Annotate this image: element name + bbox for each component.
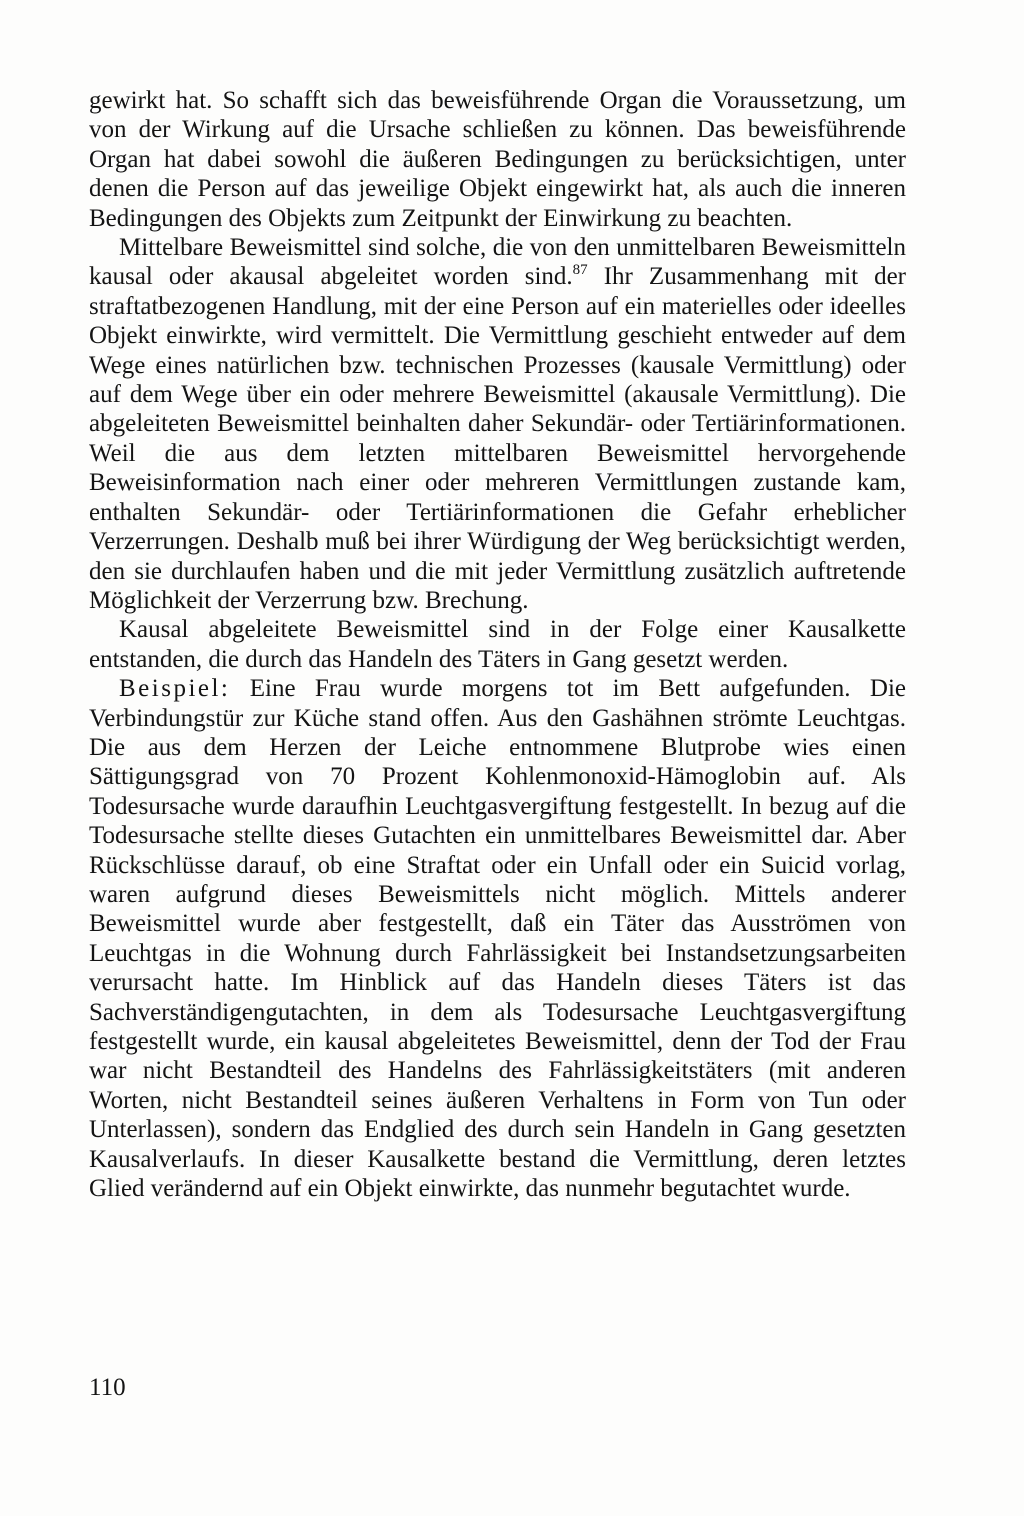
paragraph-2-text-a: Mittelbare Beweismittel sind solche, die von den unmittelbaren Beweismitteln kausal oder akausal abgeleitet worden sind. bbox=[89, 234, 906, 291]
paragraph-4-text: Eine Frau wurde morgens tot im Bett aufgefunden. Die Verbindungstür zur Küche stand offen. Aus den Gashähnen strömte Leuchtgas. Die aus dem Herzen der Leiche entnommene Blutprobe wies einen Sättigungsgrad von 70 Prozent Kohlenmonoxid-Hämoglobin auf. Als Todesursache wurde daraufhin Leuchtgasvergiftung festgestellt. In bezug auf die Todesursache stellte dieses Gutachten ein unmittelbares Beweismittel dar. Aber Rückschlüsse darauf, ob eine Straftat oder ein Unfall oder ein Suicid vorlag, waren aufgrund dieses Beweismittels nicht möglich. Mittels anderer Beweismittel wurde aber festgestellt, daß ein Täter das Ausströmen von Leuchtgas in die Wohnung durch Fahrlässigkeit bei Instandsetzungsarbeiten verursacht hatte. Im Hinblick auf das Handeln dieses Täters ist das Sachverständigengutachten, in dem als Todesursache Leuchtgasvergiftung festgestellt wurde, ein kausal abgeleitetes Beweismittel, denn der Tod der Frau war nicht Bestandteil des Handelns des Fahrlässigkeitstäters (mit anderen Worten, nicht Bestandteil seines äußeren Verhaltens in Form von Tun oder Unterlassen), sondern das Endglied des durch sein Handeln in Gang gesetzten Kausalverlaufs. In dieser Kausalkette bestand die Vermittlung, deren letztes Glied verändernd auf ein Objekt einwirkte, das nunmehr begutachtet wurde. bbox=[89, 675, 906, 1203]
paragraph-3: Kausal abgeleitete Beweismittel sind in der Folge einer Kausalkette entstanden, die durch das Handeln des Täters in Gang gesetzt werden. bbox=[89, 616, 906, 673]
body-text bbox=[89, 86, 906, 1203]
example-label: Beispiel: bbox=[119, 675, 231, 703]
paragraph-4 bbox=[89, 674, 906, 1203]
page-number: 110 bbox=[89, 1374, 126, 1401]
paragraph-1: gewirkt hat. So schafft sich das beweisführende Organ die Voraussetzung, um von der Wirkung auf die Ursache schließen zu können. Das beweisführende Organ hat dabei sowohl die äußeren Bedingungen zu berücksichtigen, unter denen die Person auf das jeweilige Objekt eingewirkt hat, als auch die inneren Bedingungen des Objekts zum Zeitpunkt der Einwirkung zu beachten. bbox=[89, 87, 906, 232]
paragraph-2 bbox=[89, 233, 906, 615]
paragraph-2-text-b: Ihr Zusammenhang mit der straftatbezogenen Handlung, mit der eine Person auf ein materielles oder ideelles Objekt einwirkte, wird vermittelt. Die Vermittlung geschieht entweder auf dem Wege eines natürlichen bzw. technischen Prozesses (kausale Vermittlung) oder auf dem Wege über ein oder mehrere Beweismittel (akausale Vermittlung). Die abgeleiteten Beweismittel beinhalten daher Sekundär- oder Tertiärinformationen. Weil die aus dem letzten mittelbaren Beweismittel hervorgehende Beweisinformation nach einer oder mehreren Vermittlungen zustande kam, enthalten Sekundär- oder Tertiärinformationen die Gefahr erheblicher Verzerrungen. Deshalb muß bei ihrer Würdigung der Weg berücksichtigt werden, den sie durchlaufen haben und die mit jeder Vermittlung zusätzlich auftretende Möglichkeit der Verzerrung bzw. Brechung. bbox=[89, 263, 907, 614]
footnote-marker: 87 bbox=[572, 262, 588, 279]
